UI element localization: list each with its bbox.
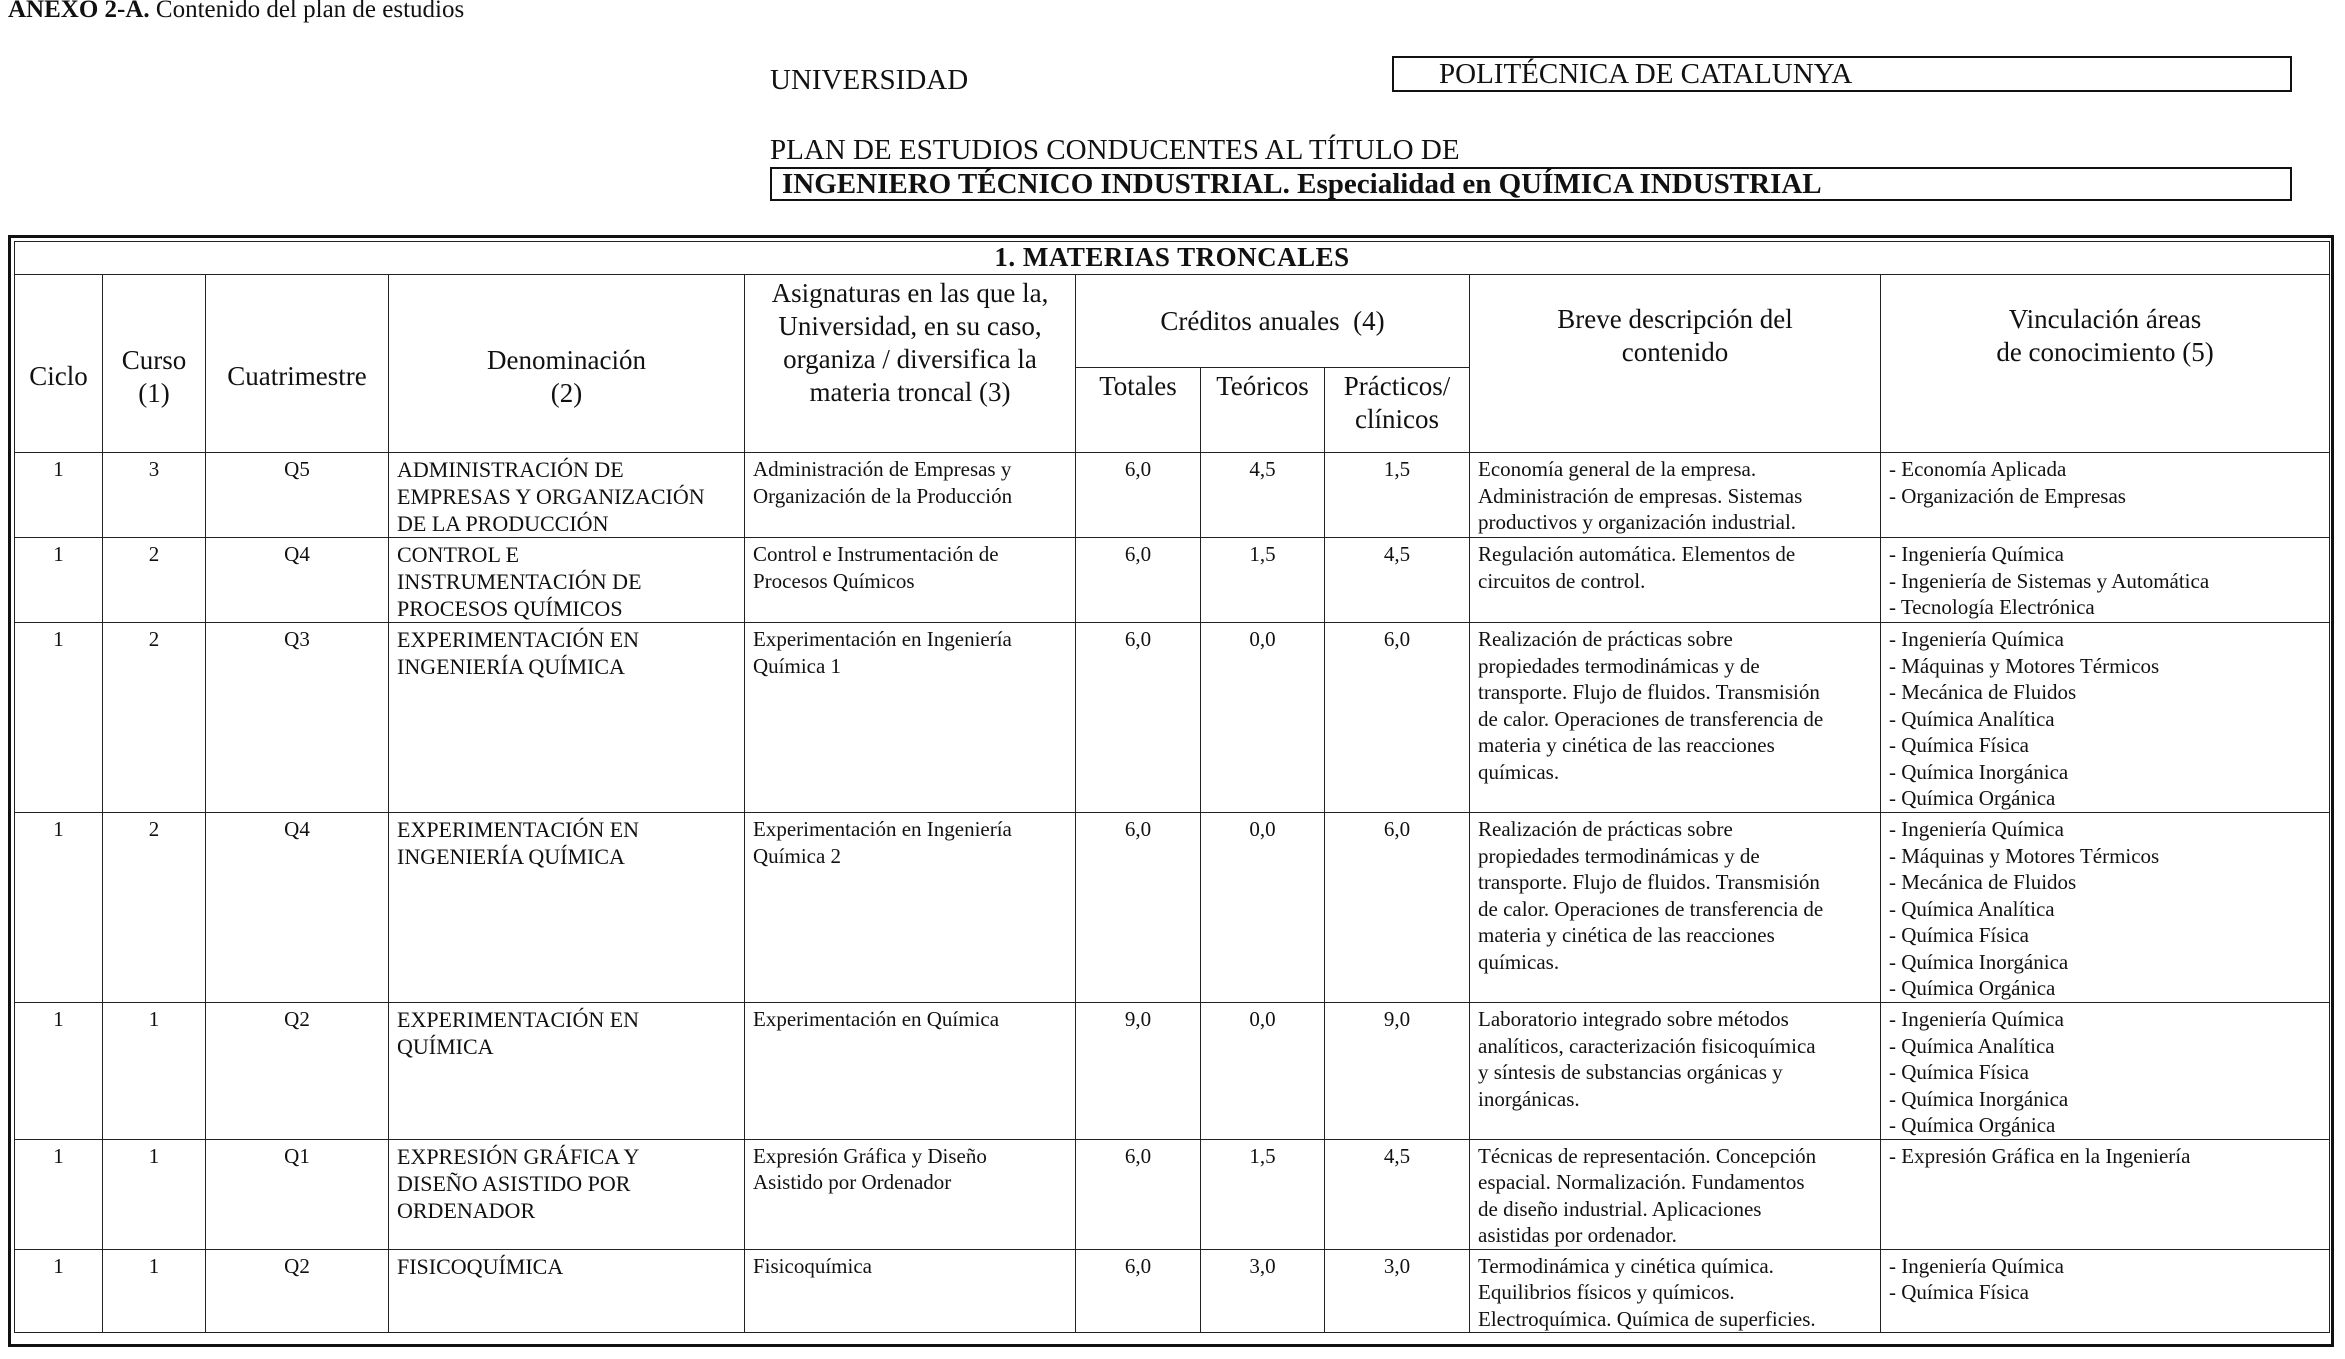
asignaturas-line: Control e Instrumentación de bbox=[753, 542, 999, 566]
col-header-denominacion bbox=[389, 275, 745, 453]
col-header-asignaturas-line: Asignaturas en las que la, bbox=[771, 278, 1049, 308]
descripcion-line: Regulación automática. Elementos de bbox=[1478, 542, 1796, 566]
denominacion-line: INGENIERÍA QUÍMICA bbox=[397, 654, 625, 679]
cell-descripcion bbox=[1470, 453, 1881, 538]
col-header-practicos-line: clínicos bbox=[1355, 404, 1439, 434]
cell-cuatrimestre: Q3 bbox=[206, 623, 389, 813]
descripcion-line: de calor. Operaciones de transferencia de bbox=[1478, 706, 1824, 731]
descripcion-line: Realización de prácticas sobre bbox=[1478, 627, 1733, 651]
cell-descripcion bbox=[1470, 1139, 1881, 1249]
universidad-label: UNIVERSIDAD bbox=[770, 64, 969, 96]
col-header-descripcion-lines bbox=[1474, 303, 1876, 369]
vinculacion-lines bbox=[1889, 456, 2323, 509]
col-header-asignaturas-line: materia troncal (3) bbox=[809, 377, 1011, 407]
vinculacion-line: - Química Analítica bbox=[1889, 706, 2055, 731]
col-header-vinculacion-lines bbox=[1885, 303, 2325, 369]
cell-denominacion bbox=[389, 1003, 745, 1140]
cell-denominacion bbox=[389, 1139, 745, 1249]
cell-totales: 6,0 bbox=[1076, 623, 1201, 813]
cell-descripcion bbox=[1470, 623, 1881, 813]
cell-teoricos: 3,0 bbox=[1201, 1249, 1325, 1333]
vinculacion-line: - Química Orgánica bbox=[1889, 976, 2056, 1000]
materias-troncales-table-frame bbox=[8, 235, 2334, 1347]
cell-curso: 2 bbox=[103, 538, 206, 623]
cell-teoricos: 0,0 bbox=[1201, 813, 1325, 1003]
cell-cuatrimestre: Q2 bbox=[206, 1249, 389, 1333]
cell-asignaturas bbox=[745, 1249, 1076, 1333]
vinculacion-line: - Química Física bbox=[1889, 923, 2029, 947]
cell-asignaturas bbox=[745, 1003, 1076, 1140]
denominacion-lines bbox=[397, 1143, 738, 1224]
table-row bbox=[15, 1249, 2330, 1333]
col-header-teoricos-text: Teóricos bbox=[1216, 371, 1309, 401]
cell-asignaturas bbox=[745, 1139, 1076, 1249]
cell-teoricos: 1,5 bbox=[1201, 1139, 1325, 1249]
plan-label: PLAN DE ESTUDIOS CONDUCENTES AL TÍTULO DE bbox=[770, 134, 1460, 166]
denominacion-line: QUÍMICA bbox=[397, 1034, 494, 1059]
cell-asignaturas bbox=[745, 453, 1076, 538]
col-header-descripcion bbox=[1470, 275, 1881, 453]
descripcion-line: Economía general de la empresa. bbox=[1478, 457, 1757, 481]
denominacion-line: FISICOQUÍMICA bbox=[397, 1253, 564, 1279]
denominacion-line: CONTROL E bbox=[397, 542, 520, 567]
cell-totales: 9,0 bbox=[1076, 1003, 1201, 1140]
vinculacion-line: - Química Inorgánica bbox=[1889, 759, 2069, 784]
col-header-denominacion-line: Denominación bbox=[487, 344, 646, 375]
descripcion-line: propiedades termodinámicas y de bbox=[1478, 653, 1760, 678]
table-row bbox=[15, 623, 2330, 813]
col-header-totales bbox=[1076, 368, 1201, 453]
descripcion-line: químicas. bbox=[1478, 949, 1560, 974]
cell-cuatrimestre: Q5 bbox=[206, 453, 389, 538]
vinculacion-line: - Máquinas y Motores Térmicos bbox=[1889, 843, 2160, 868]
asignaturas-lines bbox=[753, 541, 1069, 594]
vinculacion-line: - Economía Aplicada bbox=[1889, 457, 2067, 481]
asignaturas-line: Expresión Gráfica y Diseño bbox=[753, 1143, 987, 1168]
cell-practicos: 3,0 bbox=[1325, 1249, 1470, 1333]
cell-vinculacion bbox=[1881, 1003, 2330, 1140]
descripcion-line: Realización de prácticas sobre bbox=[1478, 817, 1733, 841]
asignaturas-line: Asistido por Ordenador bbox=[753, 1170, 952, 1194]
cell-curso: 1 bbox=[103, 1003, 206, 1140]
descripcion-line: propiedades termodinámicas y de bbox=[1478, 843, 1760, 868]
vinculacion-line: - Ingeniería Química bbox=[1889, 542, 2064, 566]
cell-vinculacion bbox=[1881, 813, 2330, 1003]
cell-descripcion bbox=[1470, 538, 1881, 623]
cell-asignaturas bbox=[745, 813, 1076, 1003]
descripcion-line: Termodinámica y cinética química. bbox=[1478, 1253, 1774, 1278]
cell-ciclo: 1 bbox=[15, 1139, 103, 1249]
asignaturas-line: Química 2 bbox=[753, 843, 842, 868]
cell-denominacion bbox=[389, 623, 745, 813]
cell-teoricos: 0,0 bbox=[1201, 623, 1325, 813]
col-header-denominacion-lines bbox=[393, 344, 740, 410]
table-row bbox=[15, 538, 2330, 623]
denominacion-line: INGENIERÍA QUÍMICA bbox=[397, 844, 625, 869]
cell-descripcion bbox=[1470, 1003, 1881, 1140]
vinculacion-line: - Química Analítica bbox=[1889, 1033, 2055, 1058]
col-header-asignaturas-line: Universidad, en su caso, bbox=[778, 311, 1042, 341]
descripcion-line: y síntesis de substancias orgánicas y bbox=[1478, 1060, 1783, 1084]
vinculacion-line: - Ingeniería de Sistemas y Automática bbox=[1889, 568, 2210, 593]
cell-teoricos: 4,5 bbox=[1201, 453, 1325, 538]
vinculacion-line: - Química Orgánica bbox=[1889, 1113, 2056, 1137]
col-header-curso-line: Curso bbox=[121, 344, 187, 375]
col-header-vinculacion bbox=[1881, 275, 2330, 453]
cell-cuatrimestre: Q4 bbox=[206, 538, 389, 623]
cell-ciclo: 1 bbox=[15, 1003, 103, 1140]
cell-ciclo: 1 bbox=[15, 453, 103, 538]
annex-text: Contenido del plan de estudios bbox=[155, 0, 465, 23]
col-header-practicos-line: Prácticos/ bbox=[1343, 371, 1451, 401]
descripcion-lines bbox=[1478, 626, 1874, 785]
vinculacion-line: - Tecnología Electrónica bbox=[1889, 595, 2095, 619]
denominacion-lines bbox=[397, 1006, 738, 1060]
asignaturas-line: Procesos Químicos bbox=[753, 568, 915, 593]
cell-curso: 2 bbox=[103, 813, 206, 1003]
descripcion-line: de calor. Operaciones de transferencia de bbox=[1478, 896, 1824, 921]
cell-descripcion bbox=[1470, 1249, 1881, 1333]
cell-ciclo: 1 bbox=[15, 538, 103, 623]
asignaturas-lines bbox=[753, 816, 1069, 869]
cell-denominacion bbox=[389, 453, 745, 538]
cell-denominacion bbox=[389, 1249, 745, 1333]
col-header-ciclo bbox=[15, 275, 103, 453]
descripcion-line: transporte. Flujo de fluidos. Transmisión bbox=[1478, 870, 1820, 894]
descripcion-lines bbox=[1478, 1006, 1874, 1112]
descripcion-line: circuitos de control. bbox=[1478, 568, 1646, 593]
cell-asignaturas bbox=[745, 623, 1076, 813]
cell-cuatrimestre: Q4 bbox=[206, 813, 389, 1003]
vinculacion-line: - Ingeniería Química bbox=[1889, 1007, 2064, 1031]
table-body bbox=[15, 453, 2330, 1333]
denominacion-line: DISEÑO ASISTIDO POR bbox=[397, 1170, 631, 1196]
cell-curso: 1 bbox=[103, 1139, 206, 1249]
cell-ciclo: 1 bbox=[15, 623, 103, 813]
descripcion-line: transporte. Flujo de fluidos. Transmisión bbox=[1478, 680, 1820, 704]
col-header-vinculacion-line: Vinculación áreas bbox=[2008, 304, 2202, 334]
col-header-ciclo-text: Ciclo bbox=[29, 361, 88, 391]
descripcion-line: Técnicas de representación. Concepción bbox=[1478, 1143, 1817, 1168]
cell-totales: 6,0 bbox=[1076, 453, 1201, 538]
cell-totales: 6,0 bbox=[1076, 813, 1201, 1003]
asignaturas-line: Administración de Empresas y bbox=[753, 457, 1012, 481]
asignaturas-lines bbox=[753, 1253, 1069, 1280]
descripcion-line: Electroquímica. Química de superficies. bbox=[1478, 1306, 1816, 1331]
cell-cuatrimestre: Q1 bbox=[206, 1139, 389, 1249]
vinculacion-line: - Mecánica de Fluidos bbox=[1889, 680, 2077, 704]
denominacion-line: EXPERIMENTACIÓN EN bbox=[397, 817, 640, 842]
cell-asignaturas bbox=[745, 538, 1076, 623]
denominacion-line: PROCESOS QUÍMICOS bbox=[397, 596, 623, 621]
col-header-practicos bbox=[1325, 368, 1470, 453]
denominacion-line: EXPRESIÓN GRÁFICA Y bbox=[397, 1143, 640, 1169]
denominacion-line: EXPERIMENTACIÓN EN bbox=[397, 1007, 640, 1032]
universidad-value: POLITÉCNICA DE CATALUNYA bbox=[1392, 56, 2292, 92]
denominacion-line: ADMINISTRACIÓN DE bbox=[397, 457, 624, 482]
descripcion-line: materia y cinética de las reacciones bbox=[1478, 923, 1775, 947]
col-header-asignaturas-lines bbox=[749, 277, 1071, 409]
cell-ciclo: 1 bbox=[15, 1249, 103, 1333]
vinculacion-line: - Organización de Empresas bbox=[1889, 483, 2126, 508]
descripcion-line: asistidas por ordenador. bbox=[1478, 1223, 1677, 1247]
cell-denominacion bbox=[389, 813, 745, 1003]
vinculacion-line: - Química Física bbox=[1889, 1060, 2029, 1084]
vinculacion-line: - Química Inorgánica bbox=[1889, 949, 2069, 974]
cell-curso: 2 bbox=[103, 623, 206, 813]
col-header-denominacion-line: (2) bbox=[550, 377, 583, 408]
cell-denominacion bbox=[389, 538, 745, 623]
col-header-asignaturas bbox=[745, 275, 1076, 453]
descripcion-line: químicas. bbox=[1478, 759, 1560, 784]
denominacion-lines bbox=[397, 541, 738, 622]
col-header-cuatrimestre-text: Cuatrimestre bbox=[227, 361, 367, 391]
cell-practicos: 6,0 bbox=[1325, 623, 1470, 813]
vinculacion-line: - Mecánica de Fluidos bbox=[1889, 870, 2077, 894]
cell-totales: 6,0 bbox=[1076, 538, 1201, 623]
asignaturas-line: Experimentación en Ingeniería bbox=[753, 627, 1012, 651]
asignaturas-lines bbox=[753, 1006, 1069, 1033]
col-header-totales-text: Totales bbox=[1099, 371, 1177, 401]
vinculacion-line: - Química Física bbox=[1889, 733, 2029, 757]
vinculacion-lines bbox=[1889, 541, 2323, 621]
vinculacion-lines bbox=[1889, 1143, 2323, 1170]
col-header-descripcion-line: contenido bbox=[1621, 337, 1729, 367]
denominacion-lines bbox=[397, 1253, 738, 1280]
descripcion-line: espacial. Normalización. Fundamentos bbox=[1478, 1170, 1805, 1194]
table-row bbox=[15, 1003, 2330, 1140]
asignaturas-line: Experimentación en Química bbox=[753, 1007, 1000, 1031]
cell-practicos: 9,0 bbox=[1325, 1003, 1470, 1140]
cell-descripcion bbox=[1470, 813, 1881, 1003]
vinculacion-lines bbox=[1889, 626, 2323, 812]
cell-totales: 6,0 bbox=[1076, 1249, 1201, 1333]
degree-title bbox=[770, 167, 2292, 201]
vinculacion-line: - Ingeniería Química bbox=[1889, 817, 2064, 841]
annex-heading bbox=[8, 0, 464, 24]
descripcion-lines bbox=[1478, 816, 1874, 975]
degree-title-bold: INGENIERO TÉCNICO INDUSTRIAL. bbox=[782, 168, 1290, 200]
denominacion-line: ORDENADOR bbox=[397, 1197, 536, 1223]
vinculacion-lines bbox=[1889, 816, 2323, 1002]
col-header-asignaturas-line: organiza / diversifica la bbox=[783, 344, 1037, 374]
cell-cuatrimestre: Q2 bbox=[206, 1003, 389, 1140]
descripcion-line: de diseño industrial. Aplicaciones bbox=[1478, 1196, 1762, 1221]
cell-totales: 6,0 bbox=[1076, 1139, 1201, 1249]
cell-curso: 1 bbox=[103, 1249, 206, 1333]
cell-practicos: 6,0 bbox=[1325, 813, 1470, 1003]
annex-label: ANEXO 2-A. bbox=[8, 0, 150, 23]
col-header-practicos-lines bbox=[1329, 370, 1465, 436]
table-row bbox=[15, 813, 2330, 1003]
asignaturas-line: Organización de la Producción bbox=[753, 483, 1013, 508]
vinculacion-lines bbox=[1889, 1253, 2323, 1306]
descripcion-lines bbox=[1478, 1143, 1874, 1249]
denominacion-lines bbox=[397, 456, 738, 537]
denominacion-line: DE LA PRODUCCIÓN bbox=[397, 511, 609, 536]
vinculacion-line: - Química Inorgánica bbox=[1889, 1086, 2069, 1111]
col-header-curso-line: (1) bbox=[138, 377, 170, 408]
descripcion-line: Administración de empresas. Sistemas bbox=[1478, 483, 1803, 508]
col-header-creditos bbox=[1076, 275, 1470, 368]
denominacion-line: INSTRUMENTACIÓN DE bbox=[397, 569, 642, 594]
asignaturas-line: Fisicoquímica bbox=[753, 1253, 872, 1278]
col-header-curso-lines bbox=[107, 344, 201, 410]
cell-vinculacion bbox=[1881, 623, 2330, 813]
descripcion-lines bbox=[1478, 456, 1874, 536]
cell-ciclo: 1 bbox=[15, 813, 103, 1003]
vinculacion-line: - Química Orgánica bbox=[1889, 786, 2056, 810]
cell-vinculacion bbox=[1881, 1249, 2330, 1333]
cell-vinculacion bbox=[1881, 538, 2330, 623]
col-header-vinculacion-line: de conocimiento (5) bbox=[1996, 337, 2214, 367]
asignaturas-line: Experimentación en Ingeniería bbox=[753, 817, 1012, 841]
cell-curso: 3 bbox=[103, 453, 206, 538]
vinculacion-line: - Ingeniería Química bbox=[1889, 1253, 2064, 1278]
col-header-descripcion-line: Breve descripción del bbox=[1557, 304, 1793, 334]
cell-vinculacion bbox=[1881, 453, 2330, 538]
degree-title-rest: Especialidad en QUÍMICA INDUSTRIAL bbox=[1297, 168, 1822, 200]
asignaturas-line: Química 1 bbox=[753, 653, 842, 678]
descripcion-line: Laboratorio integrado sobre métodos bbox=[1478, 1007, 1789, 1031]
section-title: 1. MATERIAS TRONCALES bbox=[15, 242, 2330, 275]
cell-vinculacion bbox=[1881, 1139, 2330, 1249]
materias-troncales-table bbox=[14, 241, 2330, 1333]
col-header-curso bbox=[103, 275, 206, 453]
cell-teoricos: 0,0 bbox=[1201, 1003, 1325, 1140]
descripcion-line: productivos y organización industrial. bbox=[1478, 510, 1797, 534]
descripcion-line: Equilibrios físicos y químicos. bbox=[1478, 1280, 1735, 1304]
cell-teoricos: 1,5 bbox=[1201, 538, 1325, 623]
descripcion-lines bbox=[1478, 541, 1874, 594]
asignaturas-lines bbox=[753, 1143, 1069, 1196]
vinculacion-line: - Química Física bbox=[1889, 1280, 2029, 1304]
table-row bbox=[15, 453, 2330, 538]
asignaturas-lines bbox=[753, 456, 1069, 509]
cell-practicos: 1,5 bbox=[1325, 453, 1470, 538]
vinculacion-line: - Máquinas y Motores Térmicos bbox=[1889, 653, 2160, 678]
denominacion-line: EXPERIMENTACIÓN EN bbox=[397, 627, 640, 652]
denominacion-line: EMPRESAS Y ORGANIZACIÓN bbox=[397, 484, 705, 509]
descripcion-line: analíticos, caracterización fisicoquímica bbox=[1478, 1033, 1816, 1058]
col-header-teoricos bbox=[1201, 368, 1325, 453]
denominacion-lines bbox=[397, 816, 738, 870]
vinculacion-lines bbox=[1889, 1006, 2323, 1139]
cell-practicos: 4,5 bbox=[1325, 538, 1470, 623]
asignaturas-lines bbox=[753, 626, 1069, 679]
descripcion-lines bbox=[1478, 1253, 1874, 1333]
vinculacion-line: - Expresión Gráfica en la Ingeniería bbox=[1889, 1143, 2191, 1168]
denominacion-lines bbox=[397, 626, 738, 680]
col-header-cuatrimestre bbox=[206, 275, 389, 453]
col-header-creditos-text: Créditos anuales (4) bbox=[1160, 305, 1385, 336]
descripcion-line: materia y cinética de las reacciones bbox=[1478, 733, 1775, 757]
vinculacion-line: - Química Analítica bbox=[1889, 896, 2055, 921]
vinculacion-line: - Ingeniería Química bbox=[1889, 627, 2064, 651]
cell-practicos: 4,5 bbox=[1325, 1139, 1470, 1249]
descripcion-line: inorgánicas. bbox=[1478, 1086, 1580, 1111]
table-row bbox=[15, 1139, 2330, 1249]
